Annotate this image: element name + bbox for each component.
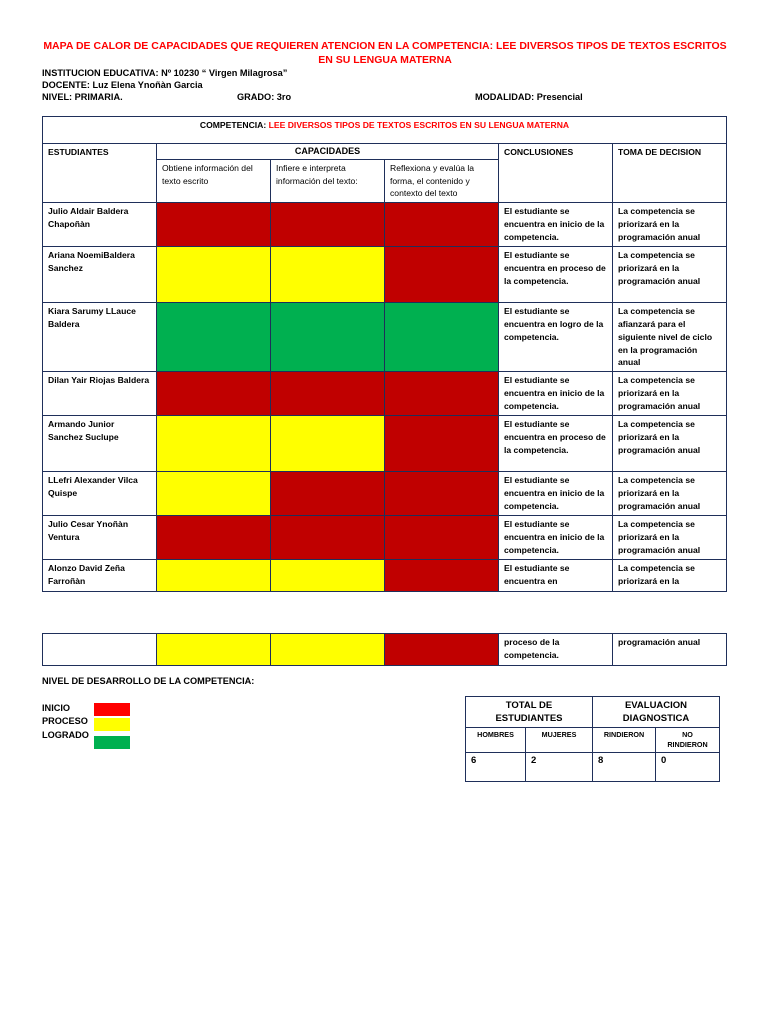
conclusion-cell: El estudiante se encuentra en proceso de la competencia. <box>499 416 613 472</box>
decision-cell: La competencia se priorizará en la programación anual <box>613 416 727 472</box>
decision-cell: La competencia se priorizará en la <box>613 560 727 592</box>
heat-cell <box>157 372 271 416</box>
conclusion-cell: El estudiante se encuentra en logro de la competencia. <box>499 303 613 372</box>
no-rindieron-value: 0 <box>656 753 720 782</box>
competencia-value: LEE DIVERSOS TIPOS DE TEXTOS ESCRITOS EN SU LENGUA MATERNA <box>268 120 570 130</box>
capacidades-header: CAPACIDADES <box>157 144 499 160</box>
continuation-table <box>42 633 727 666</box>
student-name-cell: LLefri Alexander Vilca Quispe <box>43 472 157 516</box>
nivel-label: NIVEL: PRIMARIA. <box>42 92 123 102</box>
heat-cell <box>157 203 271 247</box>
legend-label-proceso: PROCESO <box>42 716 88 726</box>
table-row <box>43 516 727 560</box>
conclusion-cell: El estudiante se encuentra en inicio de la competencia. <box>499 372 613 416</box>
heat-cell <box>385 634 499 666</box>
heat-cell <box>385 516 499 560</box>
rindieron-value: 8 <box>593 753 656 782</box>
conclusion-cell: El estudiante se encuentra en proceso de la competencia. <box>499 247 613 303</box>
competencia-label: COMPETENCIA: <box>199 120 269 130</box>
legend-label-inicio: INICIO <box>42 703 71 713</box>
decision-cell: La competencia se priorizará en la programación anual <box>613 372 727 416</box>
decision-cell: La competencia se priorizará en la programación anual <box>613 472 727 516</box>
no-rindieron-header: NO RINDIERON <box>656 728 720 753</box>
heat-cell <box>385 247 499 303</box>
heat-cell <box>271 516 385 560</box>
decision-cell: La competencia se priorizará en la programación anual <box>613 203 727 247</box>
table-row <box>43 203 727 247</box>
conclusion-cell: El estudiante se encuentra en inicio de la competencia. <box>499 472 613 516</box>
grado-label: GRADO: 3ro <box>237 92 292 102</box>
table-row <box>43 472 727 516</box>
conclusion-cell: proceso de la competencia. <box>499 634 613 666</box>
student-name-cell: Dilan Yair Riojas Baldera <box>43 372 157 416</box>
heat-cell <box>157 472 271 516</box>
heat-cell <box>157 303 271 372</box>
table-row <box>43 372 727 416</box>
table-row <box>43 560 727 592</box>
capacidad-header: Obtiene información del texto escrito <box>157 159 271 202</box>
legend-swatch-inicio <box>94 703 130 716</box>
toma-decision-header: TOMA DE DECISION <box>613 144 727 203</box>
institucion-label: INSTITUCION EDUCATIVA: Nº 10230 “ Virgen Milagrosa” <box>42 68 288 78</box>
decision-cell: programación anual <box>613 634 727 666</box>
conclusiones-header: CONCLUSIONES <box>499 144 613 203</box>
competencia-header <box>43 117 727 144</box>
heat-cell <box>271 203 385 247</box>
heatmap-table <box>42 116 727 592</box>
conclusion-cell: El estudiante se encuentra en inicio de la competencia. <box>499 516 613 560</box>
heat-cell <box>385 303 499 372</box>
heat-cell <box>157 560 271 592</box>
student-name-cell: Julio Cesar Ynoñàn Ventura <box>43 516 157 560</box>
decision-cell: La competencia se priorizará en la programación anual <box>613 516 727 560</box>
table-row <box>43 247 727 303</box>
evaluacion-diagnostica-header: EVALUACION DIAGNOSTICA <box>593 697 720 728</box>
decision-cell: La competencia se priorizará en la programación anual <box>613 247 727 303</box>
rindieron-header: RINDIERON <box>593 728 656 753</box>
heat-cell <box>157 416 271 472</box>
legend-title: NIVEL DE DESARROLLO DE LA COMPETENCIA: <box>42 676 255 686</box>
table-row <box>43 416 727 472</box>
legend-swatch-logrado <box>94 736 130 749</box>
legend-swatch-proceso <box>94 718 130 731</box>
modalidad-label: MODALIDAD: Presencial <box>475 92 583 102</box>
conclusion-cell: El estudiante se encuentra en <box>499 560 613 592</box>
student-name-cell: Kiara Sarumy LLauce Baldera <box>43 303 157 372</box>
conclusion-cell: El estudiante se encuentra en inicio de la competencia. <box>499 203 613 247</box>
heat-cell <box>271 416 385 472</box>
heat-cell <box>385 472 499 516</box>
student-name-cell: Julio Aldair Baldera Chapoñàn <box>43 203 157 247</box>
continuation-student-cell <box>43 634 157 666</box>
heat-cell <box>271 303 385 372</box>
heat-cell <box>271 634 385 666</box>
estudiantes-header: ESTUDIANTES <box>43 144 157 203</box>
heat-cell <box>271 560 385 592</box>
heat-cell <box>385 203 499 247</box>
decision-cell: La competencia se afianzará para el siguiente nivel de ciclo en la programación anual <box>613 303 727 372</box>
mujeres-header: MUJERES <box>526 728 593 753</box>
student-name-cell: Alonzo David Zeña Farroñàn <box>43 560 157 592</box>
total-estudiantes-header: TOTAL DE ESTUDIANTES <box>466 697 593 728</box>
table-row <box>43 303 727 372</box>
docente-label: DOCENTE: Luz Elena Ynoñàn Garcia <box>42 80 203 90</box>
legend-label-logrado: LOGRADO <box>42 730 89 740</box>
heat-cell <box>385 372 499 416</box>
page-title: MAPA DE CALOR DE CAPACIDADES QUE REQUIEREN ATENCION EN LA COMPETENCIA: LEE DIVERSOS TIPOS DE TEXTOS ESCRITOS EN SU LENGUA MATERNA <box>43 40 727 66</box>
heat-cell <box>157 516 271 560</box>
mujeres-value: 2 <box>526 753 593 782</box>
hombres-value: 6 <box>466 753 526 782</box>
heat-cell <box>385 560 499 592</box>
heat-cell <box>271 247 385 303</box>
student-name-cell: Armando Junior Sanchez Suclupe <box>43 416 157 472</box>
capacidad-header: Reflexiona y evalúa la forma, el contenido y contexto del texto <box>385 159 499 202</box>
heat-cell <box>385 416 499 472</box>
totals-table <box>465 696 720 782</box>
heat-cell <box>271 472 385 516</box>
heat-cell <box>157 634 271 666</box>
hombres-header: HOMBRES <box>466 728 526 753</box>
heat-cell <box>157 247 271 303</box>
student-name-cell: Ariana NoemiBaldera Sanchez <box>43 247 157 303</box>
capacidad-header: Infiere e interpreta información del texto: <box>271 159 385 202</box>
heat-cell <box>271 372 385 416</box>
